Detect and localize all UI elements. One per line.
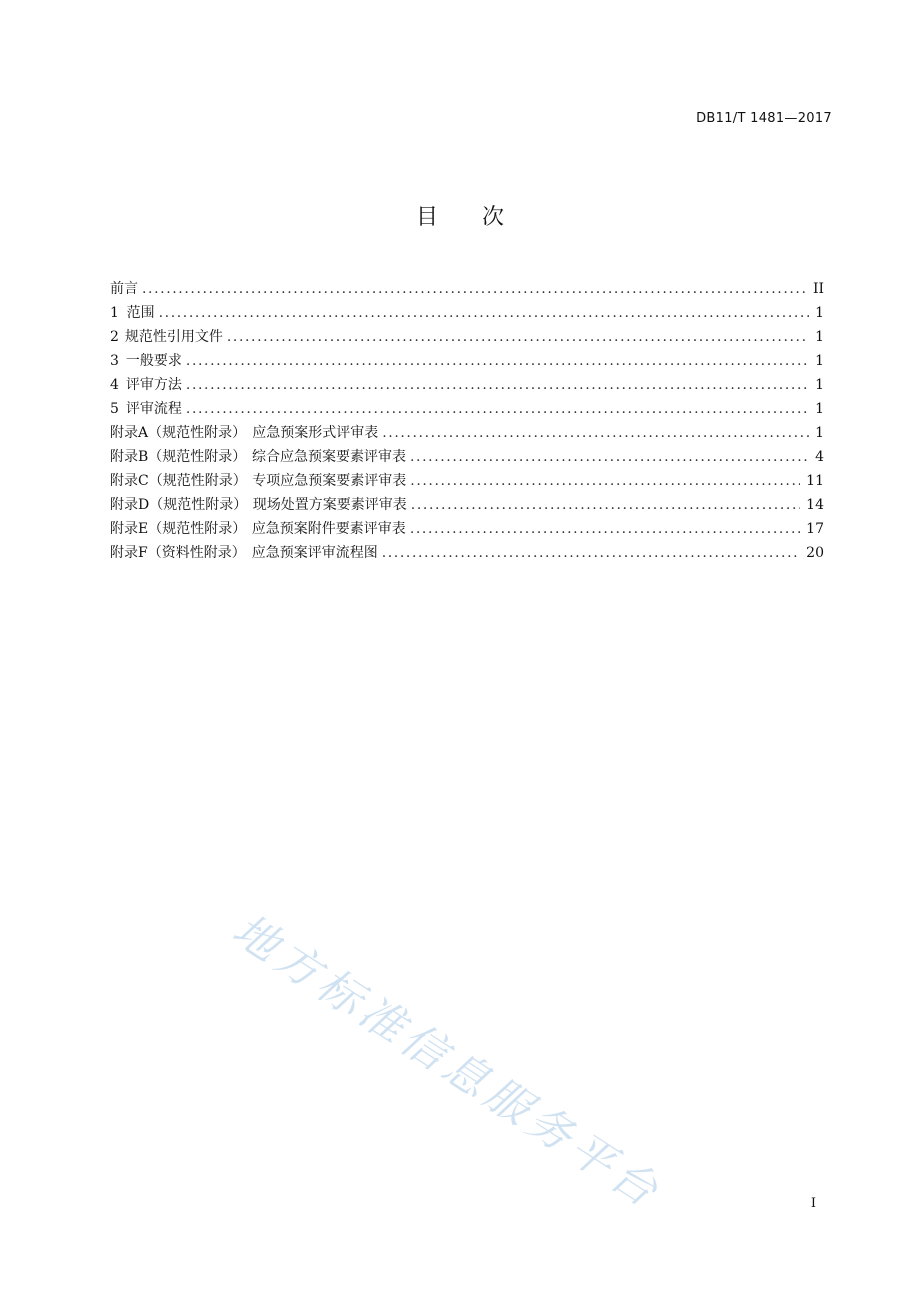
toc-leader-dots xyxy=(186,377,809,393)
toc-entry-number: 4 xyxy=(110,377,119,393)
toc-title xyxy=(0,200,920,231)
toc-entry-number: 5 xyxy=(110,401,119,417)
toc-entry-appendix-d[interactable] xyxy=(110,494,824,518)
toc-entry-appendix-f[interactable] xyxy=(110,542,824,566)
toc-leader-dots xyxy=(411,497,800,513)
toc-entry-label: 规范性引用文件 xyxy=(124,329,223,345)
toc-appendix-label: 附录E（规范性附录） xyxy=(110,521,247,537)
toc-entry-page: 14 xyxy=(806,497,824,513)
toc-entry-appendix-c[interactable] xyxy=(110,470,824,494)
toc-entry-normative-references[interactable] xyxy=(110,326,824,350)
toc-appendix-label: 附录D（规范性附录） xyxy=(110,497,248,513)
toc-leader-dots xyxy=(227,329,809,345)
toc-entry-general-requirements[interactable] xyxy=(110,350,824,374)
toc-leader-dots xyxy=(142,281,807,297)
toc-entry-appendix-a[interactable] xyxy=(110,422,824,446)
watermark: 地方标准信息服务平台 xyxy=(223,904,671,1220)
toc-entry-page: 1 xyxy=(815,377,824,393)
toc-leader-dots xyxy=(410,521,800,537)
toc-appendix-title: 现场处置方案要素评审表 xyxy=(252,497,407,513)
toc-appendix-title: 专项应急预案要素评审表 xyxy=(252,473,407,489)
toc-title-char-1: 目 xyxy=(415,205,438,230)
toc-entry-number: 1 xyxy=(110,305,119,321)
toc-entry-page: 11 xyxy=(806,473,824,489)
toc-entry-number: 3 xyxy=(110,353,119,369)
standard-code: DB11/T 1481—2017 xyxy=(696,111,832,126)
toc-leader-dots xyxy=(382,545,800,561)
toc-appendix-label: 附录F（资料性附录） xyxy=(110,545,246,561)
toc-appendix-title: 综合应急预案要素评审表 xyxy=(252,449,406,465)
toc-entry-label: 一般要求 xyxy=(125,353,182,369)
toc-entry-appendix-e[interactable] xyxy=(110,518,824,542)
toc-entry-page: 17 xyxy=(806,521,824,537)
toc-leader-dots xyxy=(410,449,809,465)
toc-entry-foreword[interactable] xyxy=(110,278,824,302)
toc-entry-label: 范围 xyxy=(126,305,155,321)
toc-leader-dots xyxy=(382,425,809,441)
toc-leader-dots xyxy=(186,353,809,369)
toc-entry-number: 2 xyxy=(110,329,119,345)
table-of-contents xyxy=(110,278,824,566)
toc-appendix-label: 附录B（规范性附录） xyxy=(110,449,247,465)
toc-entry-page: 20 xyxy=(806,545,824,561)
toc-appendix-title: 应急预案附件要素评审表 xyxy=(251,521,406,537)
toc-entry-page: 1 xyxy=(815,401,824,417)
toc-appendix-label: 附录C（规范性附录） xyxy=(110,473,247,489)
toc-appendix-title: 应急预案评审流程图 xyxy=(251,545,378,561)
toc-leader-dots xyxy=(410,473,800,489)
toc-entry-page: 1 xyxy=(815,425,824,441)
toc-appendix-label: 附录A（规范性附录） xyxy=(110,425,247,441)
toc-entry-page: 1 xyxy=(815,329,824,345)
toc-entry-review-process[interactable] xyxy=(110,398,824,422)
toc-leader-dots xyxy=(159,305,809,321)
toc-entry-label: 评审方法 xyxy=(125,377,182,393)
toc-entry-page: 1 xyxy=(815,305,824,321)
toc-entry-label: 评审流程 xyxy=(125,401,182,417)
toc-entry-page: 4 xyxy=(815,449,824,465)
page-number: I xyxy=(810,1196,816,1211)
toc-entry-label: 前言 xyxy=(110,281,138,297)
toc-leader-dots xyxy=(186,401,809,417)
toc-entry-page: 1 xyxy=(815,353,824,369)
toc-title-char-2: 次 xyxy=(482,205,505,230)
toc-entry-scope[interactable] xyxy=(110,302,824,326)
toc-entry-page: II xyxy=(812,281,824,297)
toc-entry-appendix-b[interactable] xyxy=(110,446,824,470)
toc-entry-review-methods[interactable] xyxy=(110,374,824,398)
toc-appendix-title: 应急预案形式评审表 xyxy=(252,425,379,441)
